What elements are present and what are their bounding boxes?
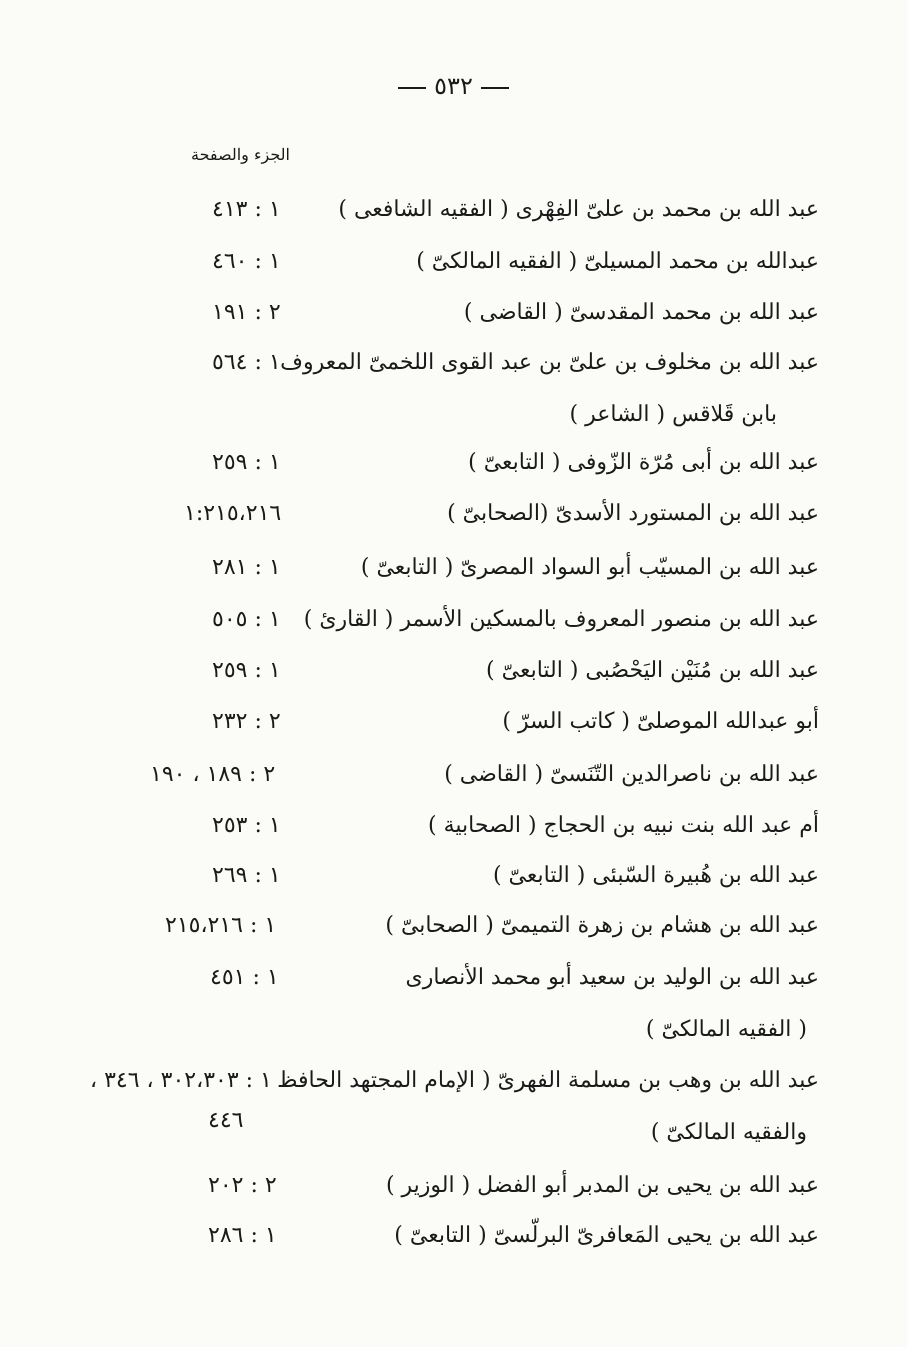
entry-name: عبد الله بن مخلوف بن علىّ بن عبد القوى اللخمىّ المعروف: [280, 350, 819, 375]
entry-volume-page: ١ : ٢١٥،٢١٦: [165, 913, 277, 938]
entry-name: عبد الله بن الوليد بن سعيد أبو محمد الأنصارى: [405, 965, 819, 990]
entry-name-continuation: بابن قَلاقس ( الشاعر ): [569, 402, 777, 427]
entry-volume-page: ١ : ٢٥٩: [212, 450, 281, 475]
entry-name: عبد الله بن ناصرالدين التّنَسىّ ( القاضى ): [444, 762, 819, 787]
entry-name: عبد الله بن مُنَيْن اليَحْصُبى ( التابعىّ ): [486, 658, 819, 683]
entry-name: عبد الله بن محمد بن علىّ الفِهْرى ( الفقيه الشافعى ): [338, 197, 819, 222]
entry-volume-page: ١ : ٤١٣: [212, 197, 281, 222]
entry-volume-page: ٢ : ١٩١: [212, 300, 281, 325]
entry-volume-page: ٢ : ٢٣٢: [212, 709, 281, 734]
entry-volume-page-continuation: ٤٤٦: [208, 1108, 244, 1133]
entry-volume-page: ١ : ٢٦٩: [212, 863, 281, 888]
entry-name: أم عبد الله بنت نبيه بن الحجاج ( الصحابية ): [428, 813, 819, 838]
entry-volume-page: ١ : ٣٠٢،٣٠٣ ، ٣٤٦ ،: [90, 1068, 272, 1093]
entry-volume-page: ١ : ٢٥٩: [212, 658, 281, 683]
entry-name: عبد الله بن المستورد الأسدىّ (الصحابىّ ): [447, 501, 819, 526]
page-number-text: ٥٣٢: [434, 72, 473, 100]
entry-volume-page: ٢ : ١٨٩ ، ١٩٠: [150, 762, 276, 787]
entry-volume-page: ١ : ٥٦٤: [212, 350, 281, 375]
entry-name: عبد الله بن المسيّب أبو السواد المصرىّ ( التابعىّ ): [360, 555, 819, 580]
entry-volume-page: ١ : ٤٥١: [210, 965, 279, 990]
entry-name: عبد الله بن وهب بن مسلمة الفهرىّ ( الإمام المجتهد الحافظ: [277, 1068, 819, 1093]
entry-volume-page: ١ : ٢٨١: [212, 555, 281, 580]
entry-name: عبد الله بن يحيى المَعافرىّ البرلّسىّ ( التابعىّ ): [394, 1223, 819, 1248]
entry-name: عبد الله بن منصور المعروف بالمسكين الأسمر ( القارئ ): [303, 607, 819, 632]
entry-volume-page: ١ : ٤٦٠: [212, 249, 281, 274]
entry-name: عبد الله بن هُبيرة السّبئى ( التابعىّ ): [492, 863, 819, 888]
entry-name: عبدالله بن محمد المسيلىّ ( الفقيه المالكىّ ): [416, 249, 819, 274]
entry-volume-page: ١ : ٥٠٥: [212, 607, 281, 632]
entry-name: أبو عبدالله الموصلىّ ( كاتب السرّ ): [502, 709, 819, 734]
entry-volume-page: ٢ : ٢٠٢: [208, 1173, 277, 1198]
entry-name: عبد الله بن محمد المقدسىّ ( القاضى ): [463, 300, 819, 325]
entry-name-continuation: ( الفقيه المالكىّ ): [645, 1017, 807, 1042]
entry-volume-page: ١:٢١٥،٢١٦: [184, 501, 282, 526]
entry-name: عبد الله بن هشام بن زهرة التميمىّ ( الصحابىّ ): [385, 913, 819, 938]
entry-name-continuation: والفقيه المالكىّ ): [650, 1120, 807, 1145]
entry-name: عبد الله بن أبى مُرّة الزّوفى ( التابعىّ ): [468, 450, 819, 475]
entry-volume-page: ١ : ٢٥٣: [212, 813, 281, 838]
entry-name: عبد الله بن يحيى بن المدبر أبو الفضل ( الوزير ): [385, 1173, 819, 1198]
entry-volume-page: ١ : ٢٨٦: [208, 1223, 277, 1248]
column-header: الجزء والصفحة: [190, 145, 290, 164]
